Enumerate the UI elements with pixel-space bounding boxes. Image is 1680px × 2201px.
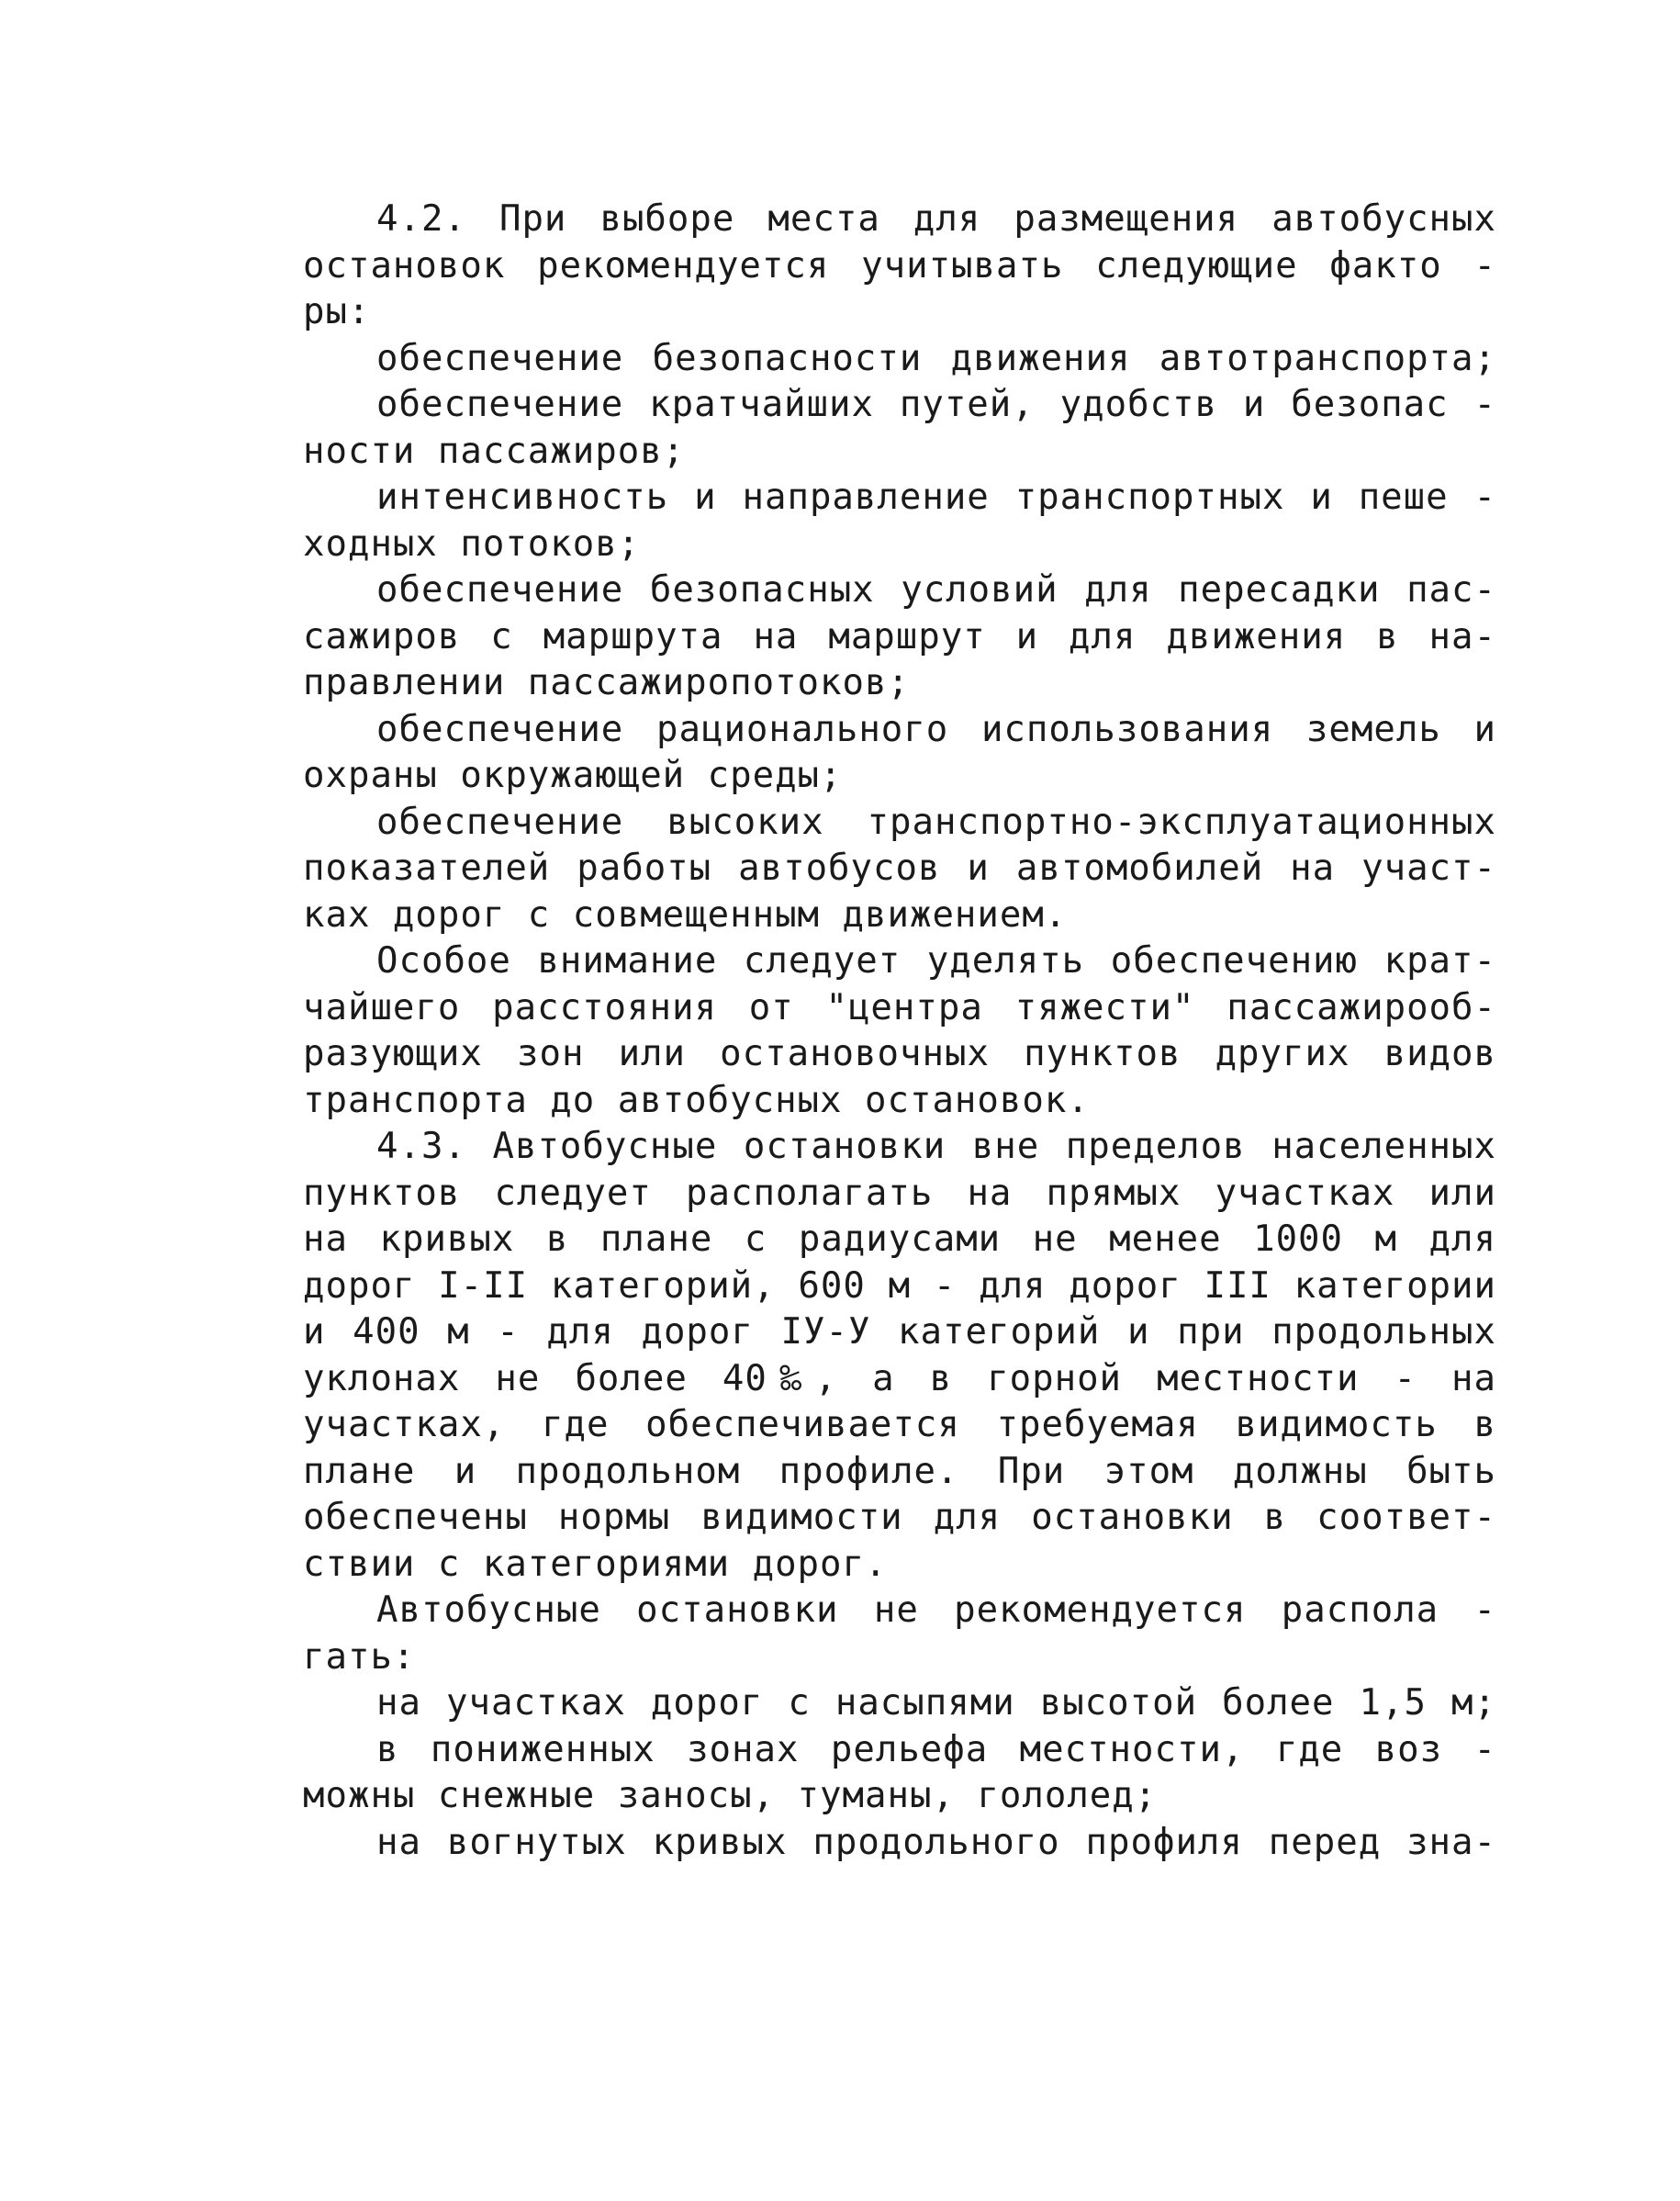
text-line: охраны окружающей среды;	[303, 755, 843, 796]
text-line: обеспечение рационального использования земель и	[376, 708, 1496, 750]
text-line: ходных потоков;	[303, 522, 641, 565]
text-line: плане и продольном профиле. При этом должны быть	[303, 1450, 1496, 1492]
text-line: обеспечены нормы видимости для остановки в соответ-	[303, 1497, 1496, 1538]
text-line: показателей работы автобусов и автомобилей на участ-	[303, 848, 1496, 889]
text-line: сажиров с маршрута на маршрут и для движения в на-	[303, 615, 1496, 657]
text-line: ры:	[303, 291, 371, 332]
text-line: 4.2. При выборе места для размещения автобусных	[376, 198, 1496, 240]
text-line: ках дорог с совмещенным движением.	[303, 893, 1068, 936]
text-line: участках, где обеспечивается требуемая видимость в	[303, 1404, 1496, 1445]
text-line: уклонах не более 40‰, а в горной местности - на	[303, 1357, 1496, 1399]
text-line: ствии с категориями дорог.	[303, 1543, 888, 1585]
text-line: обеспечение безопасных условий для пересадки пас-	[376, 569, 1496, 611]
text-line: пунктов следует располагать на прямых участках или	[303, 1172, 1496, 1214]
text-line: ности пассажиров;	[303, 430, 686, 472]
text-line: обеспечение кратчайших путей, удобств и безопас -	[376, 384, 1496, 425]
text-line: чайшего расстояния от "центра тяжести" пассажирооб-	[303, 986, 1496, 1028]
document-body-text	[303, 197, 1496, 1866]
text-line: Особое внимание следует уделять обеспечению крат-	[376, 940, 1496, 982]
text-line: дорог I-II категорий, 600 м - для дорог III категории	[303, 1264, 1496, 1307]
text-line: обеспечение высоких транспортно-эксплуатационных	[376, 801, 1496, 843]
text-line: обеспечение безопасности движения автотранспорта;	[376, 337, 1496, 379]
text-line: на вогнутых кривых продольного профиля перед зна-	[376, 1821, 1496, 1863]
text-line: на участках дорог с насыпями высотой более 1,5 м;	[376, 1682, 1496, 1724]
text-line: Автобусные остановки не рекомендуется распола -	[376, 1589, 1496, 1631]
text-line: транспорта до автобусных остановок.	[303, 1079, 1090, 1121]
text-line: в пониженных зонах рельефа местности, где воз -	[376, 1728, 1496, 1770]
text-line: можны снежные заносы, туманы, гололед;	[303, 1775, 1158, 1816]
text-line: гать:	[303, 1635, 416, 1678]
text-line: разующих зон или остановочных пунктов других видов	[303, 1033, 1496, 1074]
text-line: интенсивность и направление транспортных и пеше -	[376, 477, 1496, 518]
text-line: 4.3. Автобусные остановки вне пределов населенных	[376, 1126, 1496, 1167]
text-line: правлении пассажиропотоков;	[303, 662, 910, 703]
text-line: остановок рекомендуется учитывать следующие факто -	[303, 244, 1496, 286]
text-line: на кривых в плане с радиусами не менее 1000 м для	[303, 1218, 1496, 1260]
text-line: и 400 м - для дорог IУ-У категорий и при продольных	[303, 1311, 1496, 1353]
